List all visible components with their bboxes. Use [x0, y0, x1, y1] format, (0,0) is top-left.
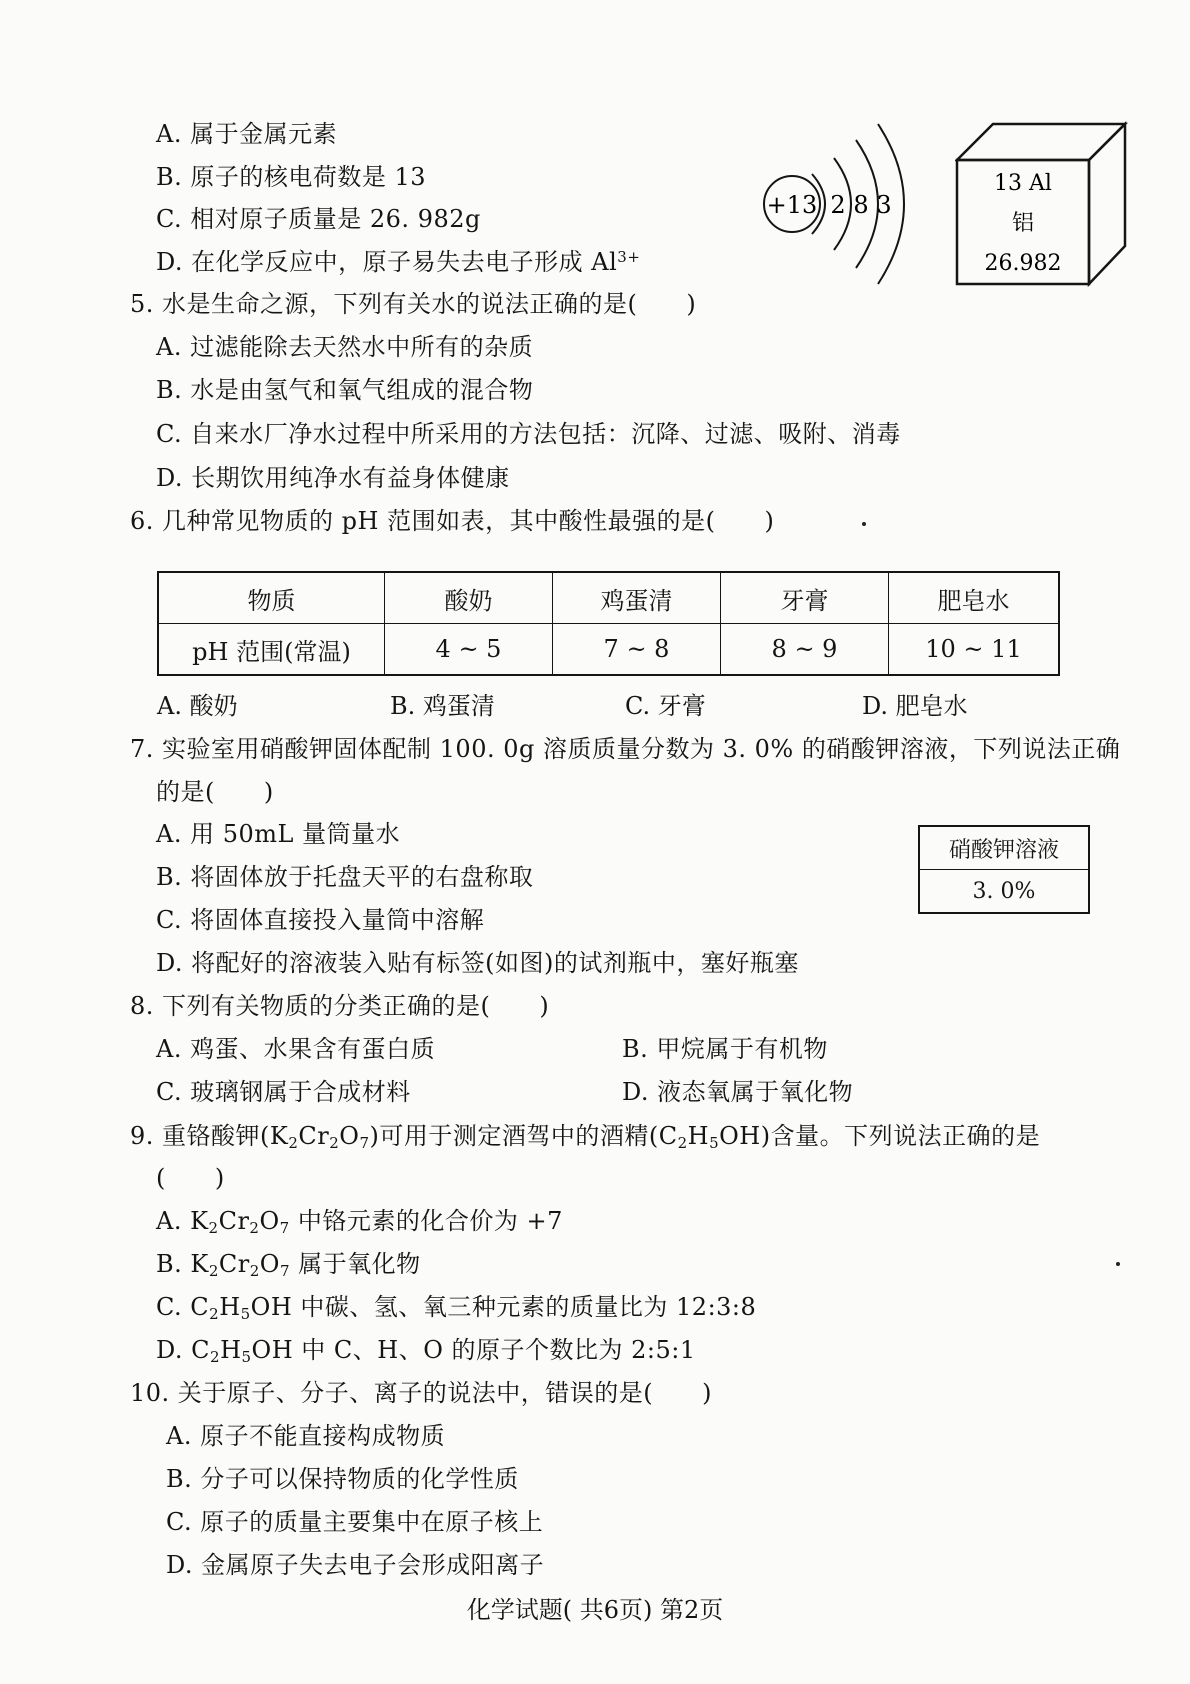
q9-text: O: [259, 1207, 280, 1235]
q8-option-a: A. 鸡蛋、水果含有蛋白质: [156, 1035, 436, 1063]
page-footer: 化学试题( 共6页) 第2页: [466, 1596, 724, 1624]
q4-option-c: C. 相对原子质量是 26. 982g: [156, 205, 481, 233]
q9-text: OH)含量。下列说法正确的是: [719, 1122, 1041, 1150]
q9-text: 中铬元素的化合价为 +7: [297, 1207, 563, 1235]
q10-option-c: C. 原子的质量主要集中在原子核上: [166, 1508, 544, 1536]
subscript: 2: [249, 1262, 260, 1280]
q10-option-b: B. 分子可以保持物质的化学性质: [166, 1465, 519, 1493]
q10-option-d: D. 金属原子失去电子会形成阳离子: [166, 1551, 545, 1579]
q6-stem: 6. 几种常见物质的 pH 范围如表，其中酸性最强的是( ): [130, 507, 775, 535]
q7-option-c: C. 将固体直接投入量筒中溶解: [156, 906, 485, 934]
q5-option-b: B. 水是由氢气和氧气组成的混合物: [156, 376, 534, 404]
subscript: 2: [677, 1134, 688, 1152]
q8-option-b: B. 甲烷属于有机物: [622, 1035, 828, 1063]
ph-value-cell: pH 范围(常温): [158, 624, 385, 676]
ph-header-cell: 物质: [158, 572, 385, 624]
reagent-label-value: 3. 0%: [919, 870, 1089, 914]
q9-text: C. C: [156, 1293, 210, 1321]
q9-text: OH 中碳、氢、氧三种元素的质量比为 12:3:8: [250, 1293, 757, 1321]
atom-shell-3: 3: [876, 191, 892, 219]
ph-table-value-row: [158, 624, 1059, 676]
q8-stem: 8. 下列有关物质的分类正确的是( ): [130, 992, 550, 1020]
subscript: 7: [359, 1134, 370, 1152]
q9-text: B. K: [156, 1250, 209, 1278]
q5-option-d: D. 长期饮用纯净水有益身体健康: [156, 464, 510, 492]
q7-option-d: D. 将配好的溶液装入贴有标签(如图)的试剂瓶中，塞好瓶塞: [156, 949, 799, 977]
q7-option-b: B. 将固体放于托盘天平的右盘称取: [156, 863, 534, 891]
q7-option-a: A. 用 50mL 量筒量水: [156, 820, 401, 848]
subscript: 5: [240, 1305, 251, 1323]
q9-stem-line2: ( ): [156, 1164, 225, 1192]
q9-text: D. C: [156, 1336, 211, 1364]
subscript: 7: [279, 1219, 290, 1237]
q4-option-a: A. 属于金属元素: [156, 120, 338, 148]
ph-value-cell: 4 ~ 5: [385, 624, 553, 676]
element-name: 铝: [1011, 211, 1035, 236]
ph-value-cell: 8 ~ 9: [721, 624, 889, 676]
element-number-symbol: 13 Al: [994, 171, 1052, 196]
q5-stem: 5. 水是生命之源，下列有关水的说法正确的是( ): [130, 290, 697, 318]
q6-option-a: A. 酸奶: [157, 692, 238, 720]
q6-option-d: D. 肥皂水: [862, 692, 968, 720]
q8-option-c: C. 玻璃钢属于合成材料: [156, 1078, 411, 1106]
q9-text: Cr: [218, 1207, 250, 1235]
q9-text: H: [219, 1293, 241, 1321]
q9-text: O: [339, 1122, 360, 1150]
q5-option-a: A. 过滤能除去天然水中所有的杂质: [156, 333, 534, 361]
q4-option-b: B. 原子的核电荷数是 13: [156, 163, 427, 191]
atom-shell-1: 2: [830, 191, 846, 219]
ph-header-cell: 牙膏: [721, 572, 889, 624]
q10-stem: 10. 关于原子、分子、离子的说法中，错误的是( ): [130, 1379, 713, 1407]
ph-header-cell: 鸡蛋清: [553, 572, 721, 624]
q4-option-d-text: D. 在化学反应中，原子易失去电子形成 Al: [156, 248, 618, 276]
q9-text: OH 中 C、H、O 的原子个数比为 2:5:1: [251, 1336, 696, 1364]
q9-text: 9. 重铬酸钾(K: [130, 1122, 289, 1150]
q10-option-a: A. 原子不能直接构成物质: [166, 1422, 446, 1450]
q9-text: Cr: [218, 1250, 250, 1278]
ph-table-header-row: [158, 572, 1059, 624]
subscript: 2: [208, 1262, 219, 1280]
q9-option-d: [156, 1334, 696, 1366]
subscript: 7: [279, 1262, 290, 1280]
q7-stem-line2: 的是( ): [156, 778, 274, 806]
subscript: 5: [709, 1134, 720, 1152]
ph-header-cell: 酸奶: [385, 572, 553, 624]
q7-stem-line1: 7. 实验室用硝酸钾固体配制 100. 0g 溶质质量分数为 3. 0% 的硝酸钾溶液，下列说法正确: [130, 735, 1121, 763]
q9-option-a: [156, 1205, 563, 1237]
aluminum-atom-diagram: [750, 118, 930, 288]
q9-option-c: [156, 1291, 756, 1323]
q8-option-d: D. 液态氧属于氧化物: [622, 1078, 854, 1106]
ph-header-cell: 肥皂水: [889, 572, 1060, 624]
element-mass: 26.982: [984, 251, 1062, 276]
ph-value-cell: 7 ~ 8: [553, 624, 721, 676]
q4-option-d-charge: 3+: [617, 248, 641, 266]
reagent-label: [918, 825, 1090, 914]
q9-text: Cr: [298, 1122, 330, 1150]
q5-option-c: C. 自来水厂净水过程中所采用的方法包括：沉降、过滤、吸附、消毒: [156, 420, 901, 448]
q9-text: O: [259, 1250, 280, 1278]
subscript: 2: [288, 1134, 299, 1152]
q9-text: )可用于测定酒驾中的酒精(C: [369, 1122, 678, 1150]
atom-shell-2: 8: [853, 191, 869, 219]
subscript: 2: [208, 1219, 219, 1237]
q9-option-b: [156, 1248, 421, 1280]
q6-option-b: B. 鸡蛋清: [390, 692, 495, 720]
q6-option-c: C. 牙膏: [625, 692, 706, 720]
atom-nucleus-charge: +13: [766, 191, 818, 219]
ph-range-table: [157, 571, 1060, 676]
q9-text: H: [687, 1122, 710, 1150]
subscript: 2: [249, 1219, 260, 1237]
scan-dot: [1116, 1262, 1120, 1266]
subscript: 2: [329, 1134, 340, 1152]
q9-text: A. K: [156, 1207, 209, 1235]
q9-text: 属于氧化物: [298, 1250, 421, 1278]
q9-stem-line1: [130, 1120, 1040, 1152]
scan-dot: [862, 522, 866, 526]
ph-value-cell: 10 ~ 11: [889, 624, 1060, 676]
subscript: 5: [241, 1348, 252, 1366]
aluminum-element-card: [955, 118, 1135, 288]
reagent-label-name: 硝酸钾溶液: [919, 826, 1089, 870]
subscript: 2: [209, 1305, 220, 1323]
subscript: 2: [210, 1348, 221, 1366]
q9-text: H: [220, 1336, 242, 1364]
q4-option-d: [156, 246, 640, 278]
